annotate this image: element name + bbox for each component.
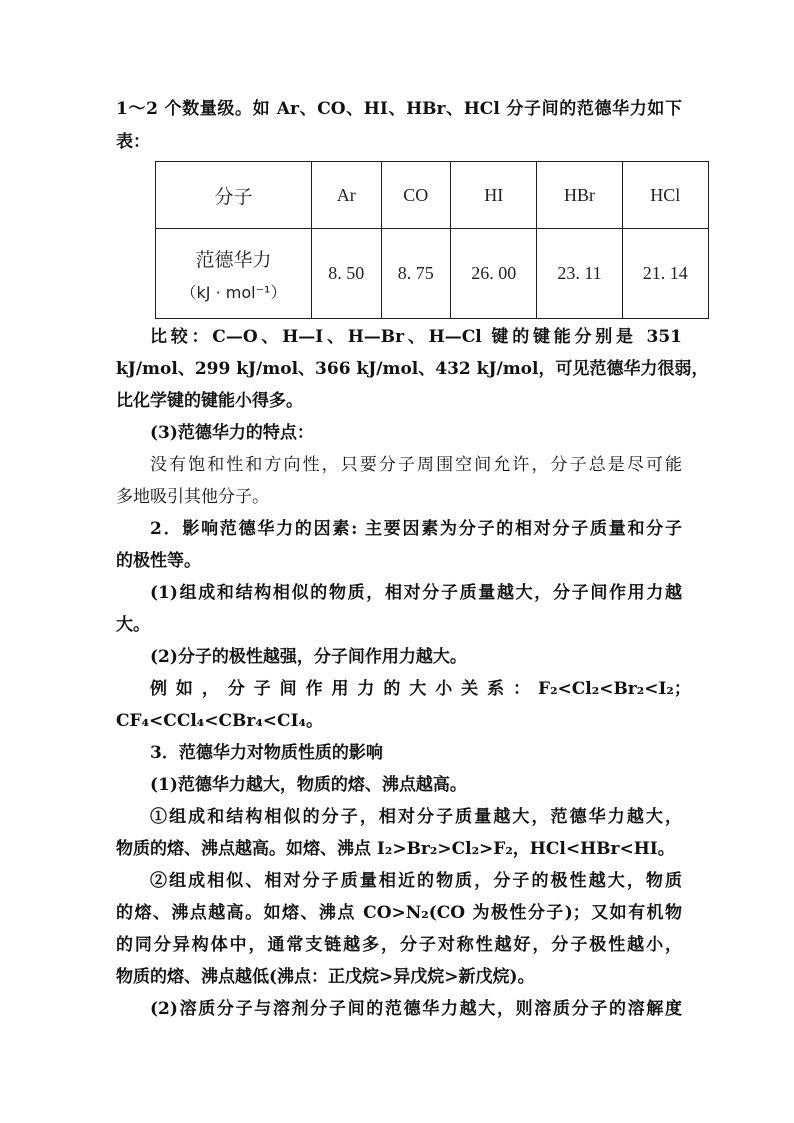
- table-header-label: 分子: [156, 162, 312, 229]
- factors-heading-line-2: 的极性等。: [116, 551, 201, 571]
- case-1-formula: I₂>Br₂>Cl₂>F₂，HCl<HBr<HI。: [376, 839, 675, 859]
- case-2-line-3: 的同分异构体中，通常支链越多，分子对称性越好，分子极性越小，: [116, 935, 682, 955]
- compare-line-3: 比化学键的键能小得多。: [116, 391, 303, 411]
- halogen-order: F₂<Cl₂<Br₂<I₂；: [538, 679, 691, 699]
- value-cell: 23. 11: [537, 229, 622, 319]
- intro-line-2: 表：: [116, 132, 150, 152]
- influence-p1: (1)范德华力越大，物质的熔、沸点越高。: [150, 775, 467, 795]
- value-cell: 8. 50: [312, 229, 382, 319]
- van-der-waals-table: [155, 161, 709, 319]
- molecule-cell: CO: [381, 162, 451, 229]
- factors-heading-line-1: 2．影响范德华力的因素: 主要因素为分子的相对分子质量和分子: [150, 519, 682, 539]
- case-1-line-2: [116, 838, 682, 860]
- example-line-2: CF₄<CCl₄<CBr₄<CI₄。: [116, 711, 323, 731]
- value-cell: 8. 75: [381, 229, 451, 319]
- table-row-label-cell: [156, 229, 312, 319]
- value-cell: 21. 14: [622, 229, 708, 319]
- molecule-cell: HCl: [622, 162, 708, 229]
- case-2-line-2: 的熔、沸点越高。如熔、沸点 CO>N₂(CO 为极性分子)；又如有机物: [116, 903, 682, 923]
- factor-2: (2)分子的极性越强，分子间作用力越大。: [150, 647, 467, 667]
- table-row-label: 范德华力: [195, 248, 272, 271]
- table-row-unit: （kJ · mol⁻¹）: [180, 282, 287, 302]
- factor-1-line-1: (1)组成和结构相似的物质，相对分子质量越大，分子间作用力越: [150, 583, 682, 603]
- case-2-line-1: ②组成相似、相对分子质量相近的物质，分子的极性越大，物质: [150, 871, 682, 891]
- compare-line-1: 比较：C—O、H—I、H—Br、H—Cl 键的键能分别是 351: [150, 327, 682, 347]
- example-prefix: 例 如 ， 分 子 间 作 用 力 的 大 小 关 系 ：: [150, 679, 530, 699]
- value-cell: 26. 00: [451, 229, 537, 319]
- feature-line-1: 没有饱和性和方向性，只要分子周围空间允许，分子总是尽可能: [150, 455, 682, 475]
- case-2-line-4: 物质的熔、沸点越低(沸点：正戊烷>异戊烷>新戊烷)。: [116, 967, 535, 987]
- molecule-cell: HBr: [537, 162, 622, 229]
- table-value-row: [156, 229, 709, 319]
- intro-line-1: 1～2 个数量级。如 Ar、CO、HI、HBr、HCl 分子间的范德华力如下: [116, 99, 682, 119]
- molecule-cell: Ar: [312, 162, 382, 229]
- feature-heading: (3)范德华力的特点：: [150, 423, 314, 443]
- factor-1-line-2: 大。: [116, 615, 150, 635]
- influence-heading: 3．范德华力对物质性质的影响: [150, 743, 383, 763]
- compare-line-2: kJ/mol、299 kJ/mol、366 kJ/mol、432 kJ/mol，可见范德华力很弱，: [116, 359, 709, 379]
- table-header-row: [156, 162, 709, 229]
- case-1-text: 物质的熔、沸点越高。如熔、沸点: [116, 839, 377, 859]
- case-1-line-1: ①组成和结构相似的分子，相对分子质量越大，范德华力越大，: [150, 807, 682, 827]
- influence-p2: (2)溶质分子与溶剂分子间的范德华力越大，则溶质分子的溶解度: [150, 999, 682, 1019]
- feature-line-2: 多地吸引其他分子。: [116, 487, 269, 507]
- molecule-cell: HI: [451, 162, 537, 229]
